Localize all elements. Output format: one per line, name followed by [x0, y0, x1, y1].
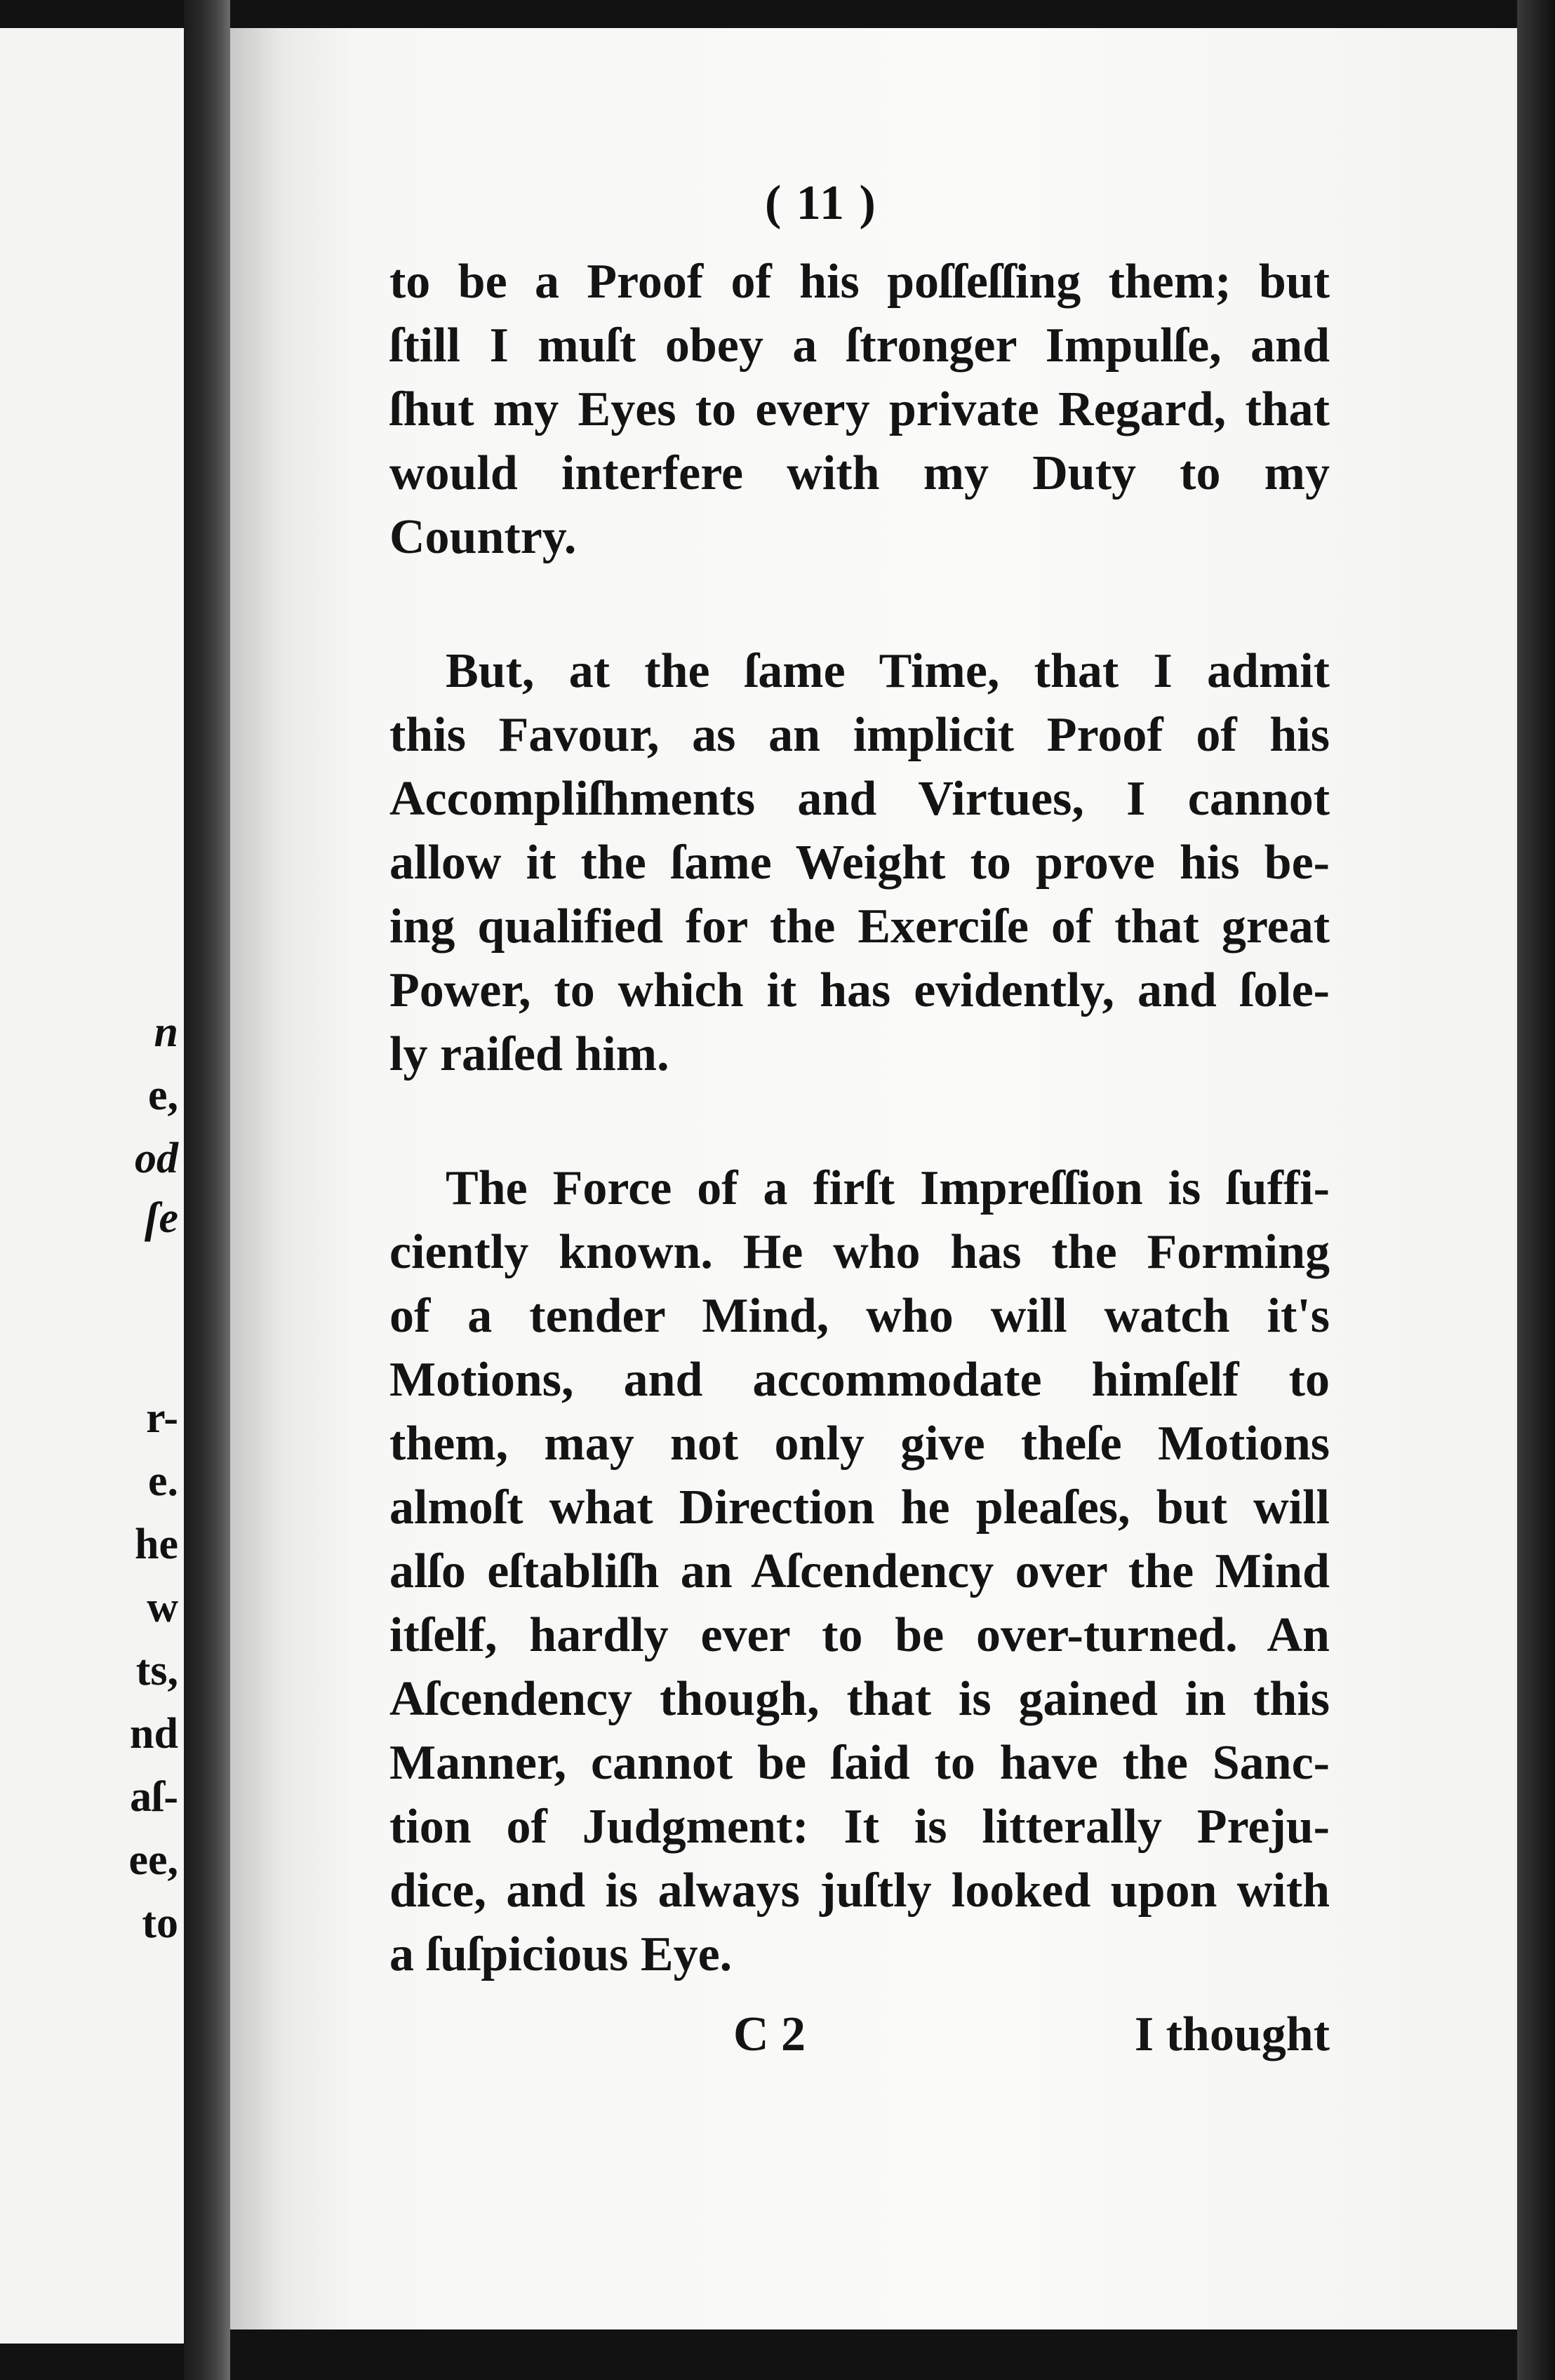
fragment-line: e, [147, 1071, 178, 1119]
text-line: ciently known. He who has the Forming [389, 1225, 1330, 1279]
facing-page [0, 28, 184, 2344]
fragment-line: to [142, 1899, 178, 1947]
text-line: this Favour, as an implicit Proof of his [389, 708, 1330, 762]
fragment-line: w [147, 1584, 178, 1631]
fragment-line: ts, [135, 1647, 178, 1694]
fragment-line: he [135, 1520, 178, 1568]
page-edge-shadow [1517, 0, 1555, 2380]
text-line: dice, and is always juſtly looked upon with [389, 1864, 1330, 1918]
text-line: a ſuſpicious Eye. [389, 1927, 733, 1981]
text-line: Accompliſhments and Virtues, I cannot [389, 772, 1330, 826]
fragment-line: aſ- [130, 1773, 178, 1821]
text-line: ſhut my Eyes to every private Regard, that [389, 382, 1330, 436]
text-line: of a tender Mind, who will watch it's [389, 1289, 1330, 1343]
fragment-line: e. [147, 1457, 178, 1505]
fragment-line: od [135, 1135, 178, 1182]
page-number: ( 11 ) [765, 176, 877, 230]
text-line: ing qualified for the Exerciſe of that great [389, 900, 1330, 954]
text-line: allow it the ſame Weight to prove his be- [389, 836, 1330, 890]
fragment-line: ee, [128, 1836, 178, 1884]
body-text [389, 250, 1330, 2057]
text-line: them, may not only give theſe Motions [389, 1417, 1330, 1471]
text-line: Manner, cannot be ſaid to have the Sanc- [389, 1736, 1330, 1790]
text-line: ly raiſed him. [389, 1027, 669, 1081]
signature-mark: C 2 [733, 2007, 806, 2061]
paragraph [389, 1156, 1330, 1986]
fragment-line: r- [146, 1394, 178, 1442]
text-line: Power, to which it has evidently, and ſole- [389, 963, 1330, 1017]
text-line: tion of Judgment: It is litterally Preju- [389, 1800, 1330, 1854]
text-line: Aſcendency though, that is gained in this [389, 1672, 1330, 1726]
paragraph [389, 639, 1330, 1086]
text-line: The Force of a firſt Impreſſion is ſuffi- [446, 1161, 1330, 1215]
book-gutter [184, 0, 230, 2380]
fragment-line: n [154, 1008, 178, 1056]
paragraph [389, 250, 1330, 569]
text-line: Motions, and accommodate himſelf to [389, 1353, 1330, 1407]
text-line: alſo eſtabliſh an Aſcendency over the Mind [389, 1544, 1330, 1598]
fragment-line: nd [130, 1710, 178, 1758]
text-line: almoſt what Direction he pleaſes, but will [389, 1480, 1330, 1535]
text-line: would interfere with my Duty to my [389, 446, 1330, 500]
text-line: to be a Proof of his poſſeſſing them; but [389, 255, 1330, 309]
fragment-line: ſe [144, 1194, 178, 1242]
catchword: I thought [1134, 2007, 1330, 2061]
text-line: itſelf, hardly ever to be over-turned. An [389, 1608, 1330, 1662]
page-footer [389, 2007, 1330, 2077]
text-line: ſtill I muſt obey a ſtronger Impulſe, and [389, 319, 1330, 373]
text-line: Country. [389, 510, 577, 564]
text-line: But, at the ſame Time, that I admit [446, 644, 1330, 698]
